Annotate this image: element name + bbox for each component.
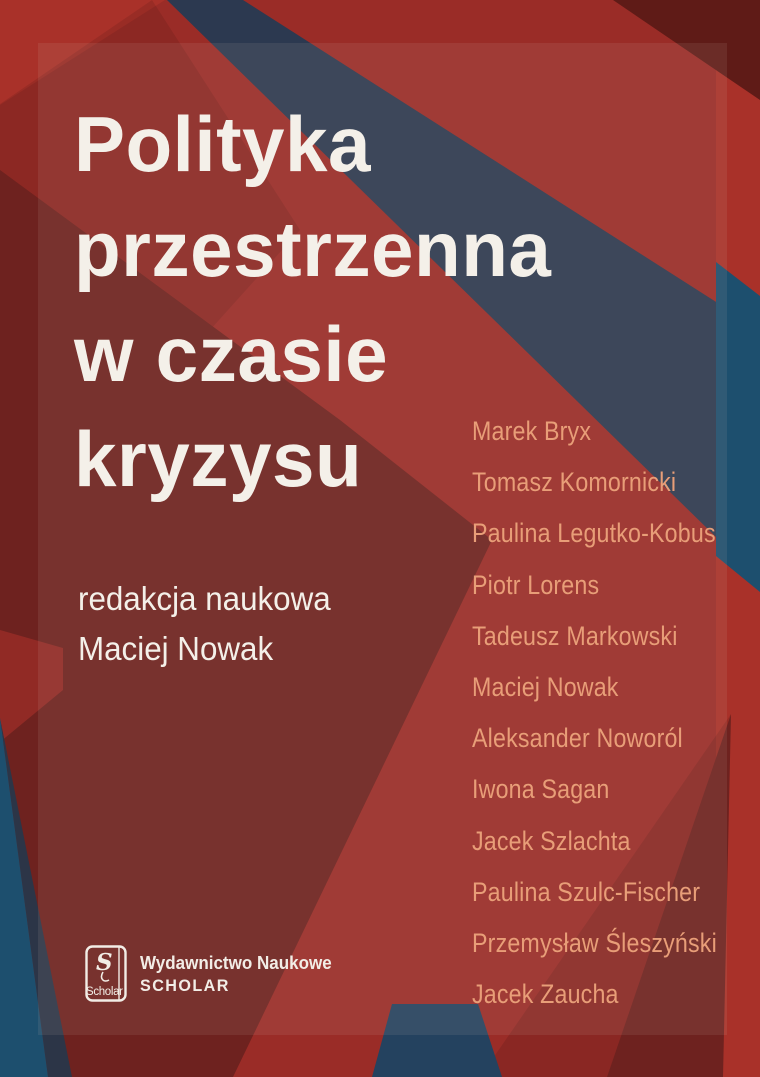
editor-name: Maciej Nowak bbox=[78, 630, 274, 667]
scholar-book-icon bbox=[85, 945, 127, 1002]
author-name: Paulina Szulc-Fischer bbox=[472, 876, 701, 907]
author-name: Jacek Zaucha bbox=[472, 979, 619, 1010]
author-name: Paulina Legutko-Kobus bbox=[472, 518, 716, 549]
author-name: Przemysław Śleszyński bbox=[472, 928, 717, 959]
author-name: Piotr Lorens bbox=[472, 569, 600, 600]
author-name: Maciej Nowak bbox=[472, 672, 619, 703]
publisher-text bbox=[140, 951, 348, 997]
author-name: Iwona Sagan bbox=[472, 774, 610, 805]
author-name: Tadeusz Markowski bbox=[472, 620, 678, 651]
publisher-brand: SCHOLAR bbox=[140, 975, 230, 995]
publisher-block bbox=[85, 945, 348, 1002]
logo-letter: S bbox=[96, 949, 113, 976]
title-line-1: Polityka bbox=[74, 100, 372, 188]
author-list bbox=[472, 406, 717, 1020]
author-name: Aleksander Noworól bbox=[472, 723, 683, 754]
title-line-2: przestrzenna bbox=[74, 205, 552, 293]
publisher-name: Wydawnictwo Naukowe bbox=[140, 951, 332, 973]
title-line-3: w czasie bbox=[74, 310, 389, 398]
author-name: Marek Bryx bbox=[472, 416, 592, 446]
editor-label: redakcja naukowa bbox=[78, 580, 331, 617]
author-name: Jacek Szlachta bbox=[472, 825, 631, 856]
author-name: Tomasz Komornicki bbox=[472, 467, 677, 498]
title-line-4: kryzysu bbox=[74, 415, 363, 503]
logo-word: Scholar bbox=[86, 986, 123, 998]
editor-credit bbox=[78, 574, 331, 674]
